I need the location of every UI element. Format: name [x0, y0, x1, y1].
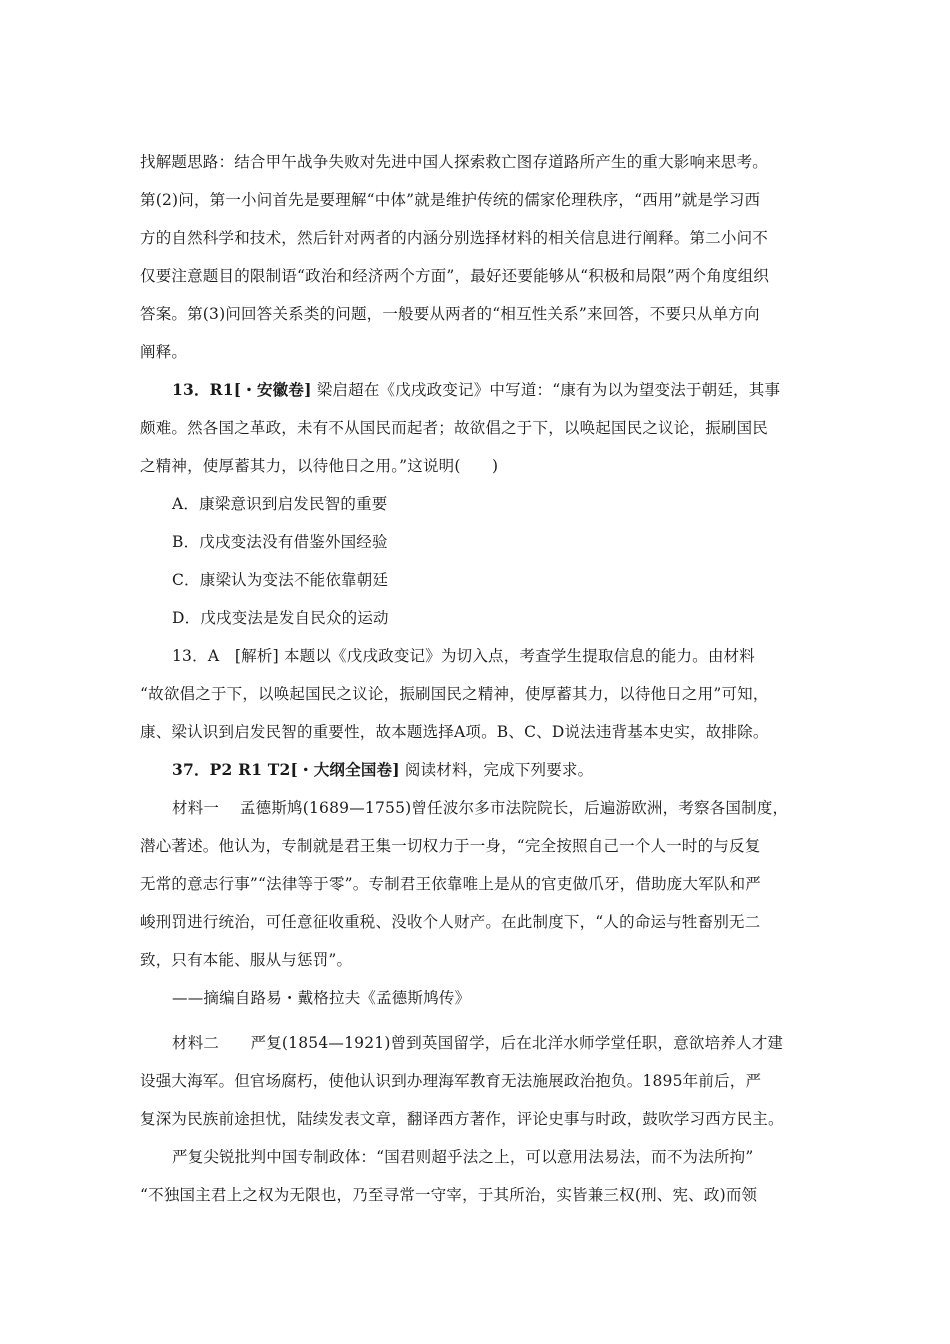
option-a: A．康梁意识到启发民智的重要: [172, 495, 388, 513]
material-1-source: ——摘编自路易・戴格拉夫《孟德斯鸠传》: [172, 989, 471, 1007]
question-13-tag: 13．R1[・安徽卷]: [172, 380, 312, 399]
material-2-line: 严复尖锐批判中国专制政体：“国君则超乎法之上，可以意用法易法，而不为法所拘”: [172, 1148, 754, 1166]
answer-13-line: “故欲倡之于下，以唤起国民之议论，振刷国民之精神，使厚蓄其力，以待他日之用”可知，: [140, 685, 769, 703]
analysis-line: 仅要注意题目的限制语“政治和经济两个方面”，最好还要能够从“积极和局限”两个角度组织: [140, 267, 770, 285]
answer-13-line: 康、梁认识到启发民智的重要性，故本题选择A项。B、C、D说法违背基本史实，故排除。: [140, 723, 769, 741]
question-37-stem: [172, 759, 862, 781]
material-2-line: 复深为民族前途担忧，陆续发表文章，翻译西方著作，评论史事与时政，鼓吹学习西方民主。: [140, 1110, 784, 1128]
material-1-line: 潜心著述。他认为，专制就是君王集一切权力于一身，“完全按照自己一个人一时的与反复: [140, 837, 761, 855]
option-b: B．戊戌变法没有借鉴外国经验: [172, 533, 388, 551]
analysis-line: 答案。第(3)问回答关系类的问题，一般要从两者的“相互性关系”来回答，不要只从单方向: [140, 305, 760, 323]
question-37-tag: 37．P2 R1 T2[・大纲全国卷]: [172, 760, 400, 779]
material-2-line: “不独国主君上之权为无限也，乃至寻常一守宰，于其所治，实皆兼三权(刑、宪、政)而领: [140, 1186, 758, 1204]
analysis-line: 阐释。: [140, 343, 188, 361]
question-13-text: 梁启超在《戊戌政变记》中写道：“康有为以为望变法于朝廷，其事: [311, 381, 781, 399]
material-1-line: 无常的意志行事”“法律等于零”。专制君王依靠唯上是从的官吏做爪牙，借助庞大军队和严: [140, 875, 761, 893]
question-13-stem-line: 之精神，使厚蓄其力，以待他日之用。”这说明( ): [140, 457, 499, 475]
question-13-stem-line: 颇难。然各国之革政，未有不从国民而起者；故欲倡之于下，以唤起国民之议论，振刷国民: [140, 419, 769, 437]
analysis-line: 方的自然科学和技术，然后针对两者的内涵分别选择材料的相关信息进行阐释。第二小问不: [140, 229, 769, 247]
question-37-text: 阅读材料，完成下列要求。: [399, 761, 594, 779]
material-1-line: 致，只有本能、服从与惩罚”。: [140, 951, 353, 969]
material-2-line: 设强大海军。但官场腐朽，使他认识到办理海军教育无法施展政治抱负。1895年前后，严: [140, 1072, 762, 1090]
analysis-line: 第(2)问，第一小问首先是要理解“中体”就是维护传统的儒家伦理秩序，“西用”就是学习西: [140, 191, 761, 209]
analysis-line: 找解题思路：结合甲午战争失败对先进中国人探索救亡图存道路所产生的重大影响来思考。: [140, 153, 769, 171]
answer-13-line: 13．A [解析] 本题以《戊戌政变记》为切入点，考查学生提取信息的能力。由材料: [172, 647, 755, 665]
option-d: D．戊戌变法是发自民众的运动: [172, 609, 389, 627]
material-1-line: 材料一 孟德斯鸠(1689—1755)曾任波尔多市法院院长，后遍游欧洲，考察各国制度，: [172, 799, 789, 817]
material-1-line: 峻刑罚进行统治，可任意征收重税、没收个人财产。在此制度下，“人的命运与牲畜别无二: [140, 913, 761, 931]
option-c: C．康梁认为变法不能依靠朝廷: [172, 571, 389, 589]
material-2-line: 材料二 严复(1854—1921)曾到英国留学，后在北洋水师学堂任职，意欲培养人才建: [172, 1034, 784, 1052]
question-13-stem: [172, 379, 862, 401]
